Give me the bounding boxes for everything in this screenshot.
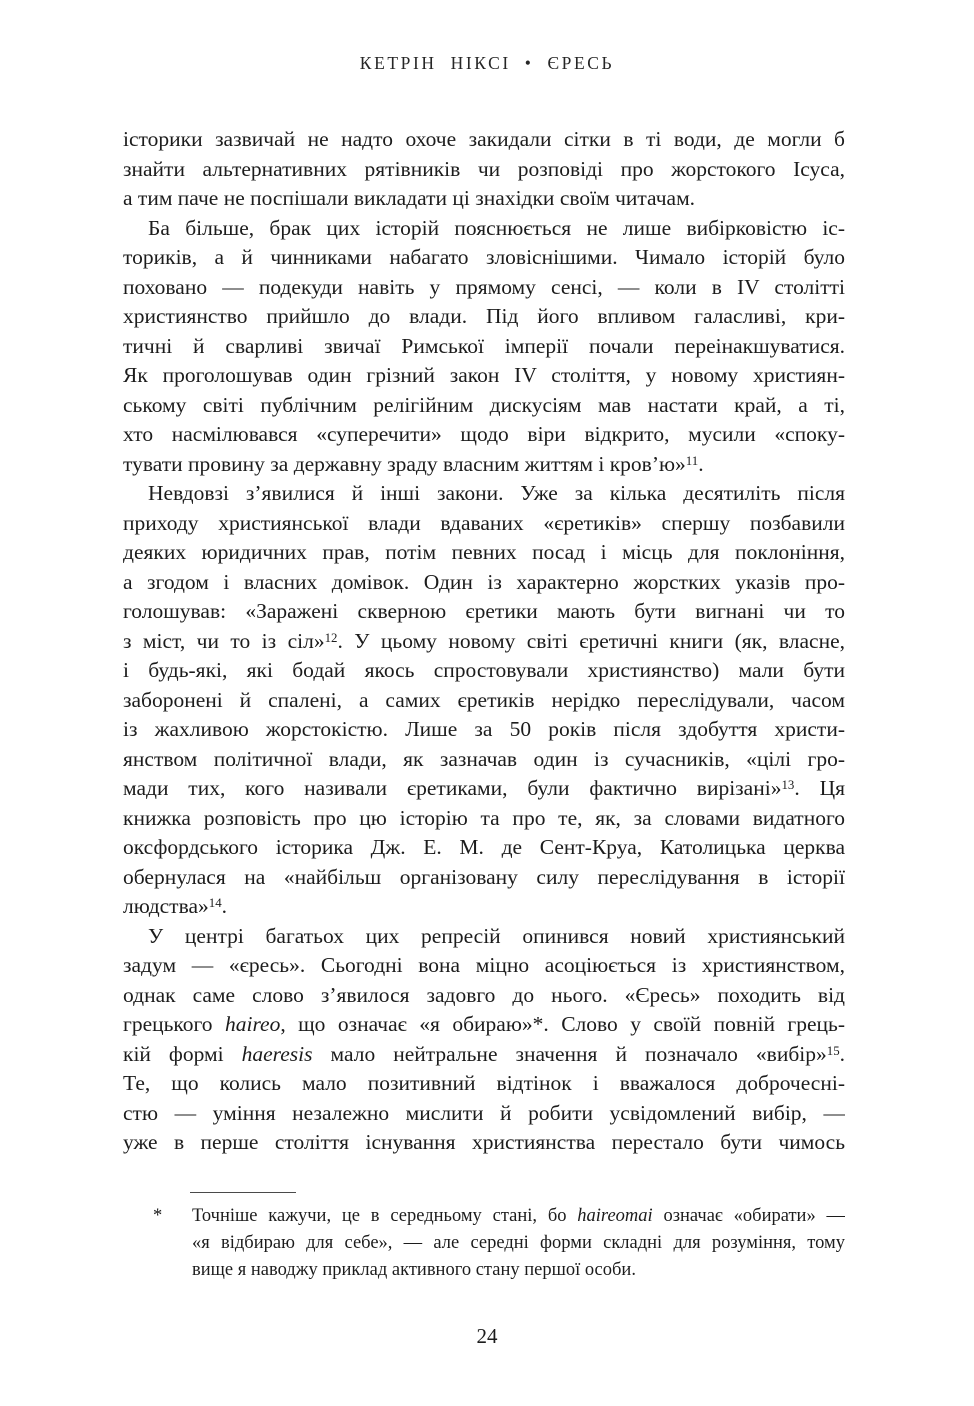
text-line: а згодом і власних домівок. Один із характерно жорстких указів про- <box>123 569 845 594</box>
footnote-marker: * <box>153 1206 163 1226</box>
text-line: християнство прийшло до влади. Під його впливом галасливі, кри- <box>123 304 845 328</box>
text-line: вище я наводжу приклад активного стану першої особи. <box>192 1260 636 1280</box>
footnote <box>123 1203 845 1284</box>
text-line: Ба більше, брак цих історій пояснюється не лише вибірковістю іс- <box>148 215 845 240</box>
text-line: із жахливою жорстокістю. Лише за 50 років після здобуття христи- <box>123 717 845 741</box>
text-line: заборонені й спалені, а самих єретиків нерідко переслідували, часом <box>123 687 845 712</box>
text-line: людства»$^{14}$. <box>123 894 228 918</box>
text-line: а тим паче не поспішали викладати ці знахідки своїм читачам. <box>123 186 696 210</box>
footnote-text <box>192 1203 845 1284</box>
text-line: ському світі публічним релігійним дискусіям мав настати край, а ті, <box>123 392 845 417</box>
page-number: 24 <box>476 1324 498 1348</box>
running-header: КЕТРІН НІКСІ • ЄРЕСЬ <box>359 53 615 73</box>
footnote-divider <box>190 1192 296 1193</box>
text-line: хто насмілювався «суперечити» щодо віри відкрито, мусили «споку- <box>123 422 845 446</box>
text-line: мади тих, кого називали єретиками, були фактично вирізані»$^{13}$. Ця <box>123 776 845 800</box>
text-line: знайти альтернативних рятівників чи розповіді про жорстокого Ісуса, <box>123 156 845 181</box>
text-line: уже в перше століття існування християнства перестало бути чимось <box>123 1130 845 1154</box>
text-line: приходу християнської влади вдаваних «єретиків» спершу позбавили <box>123 510 845 535</box>
text-line: задум — «єресь». Сьогодні вона міцно асоціюється із християнством, <box>123 953 845 977</box>
text-line: кій формі haeresis мало нейтральне значення й позначало «вибір»$^{15}$. <box>123 1041 845 1066</box>
text-line: У центрі багатьох цих репресій опинився новий християнський <box>148 923 845 948</box>
text-line: історики зазвичай не надто охоче закидали сітки в ті води, де могли б <box>123 127 845 151</box>
text-line: тичні й сварливі звичаї Римської імперії почали переінакшуватися. <box>123 333 845 358</box>
text-line: і будь-які, які бодай якось спростовували християнство) мали бути <box>123 658 845 682</box>
text-line: Те, що колись мало позитивний відтінок і вважалося доброчесні- <box>123 1071 845 1095</box>
text-line: Як проголошував один грізний закон IV століття, у новому християн- <box>123 363 845 387</box>
text-line: ториків, а й чинниками набагато зловіснішими. Чимало історій було <box>123 245 845 269</box>
text-line: «я відбираю для себе», — але середні форми складні для розуміння, тому <box>192 1233 845 1253</box>
body-text <box>123 125 845 1158</box>
text-line: Точніше кажучи, це в середньому стані, бо haireomai означає «обирати» — <box>192 1206 845 1226</box>
text-line: Невдовзі з’явилися й інші закони. Уже за кілька десятиліть після <box>148 481 845 505</box>
text-line: обернулася на «найбільш організовану силу переслідування в історії <box>123 864 845 889</box>
text-line: оксфордського історика Дж. Е. М. де Сент-Круа, Католицька церква <box>123 835 845 859</box>
text-line: янством політичної влади, як зазначав один із сучасників, «цілі гро- <box>123 746 845 771</box>
text-line: голошував: «Заражені скверною єретики мають бути вигнані чи то <box>123 599 845 623</box>
text-line: грецького haireo, що означає «я обираю»*. Слово у своїй повній грець- <box>123 1012 845 1036</box>
text-line: поховано — подекуди навіть у прямому сенсі, — коли в IV столітті <box>123 274 845 299</box>
text-line: з міст, чи то із сіл»$^{12}$. У цьому новому світі єретичні книги (як, власне, <box>123 628 845 653</box>
text-line: деяких юридичних прав, потім певних посад і місць для поклоніння, <box>123 540 845 564</box>
text-line: однак саме слово з’явилося задовго до нього. «Єресь» походить від <box>123 982 845 1007</box>
text-line: книжка розповість про цю історію та про те, як, за словами видатного <box>123 805 845 830</box>
text-line: стю — уміння незалежно мислити й робити усвідомлений вибір, — <box>123 1100 845 1125</box>
text-line: тувати провину за державну зраду власним життям і кров’ю»$^{11}$. <box>123 451 704 476</box>
